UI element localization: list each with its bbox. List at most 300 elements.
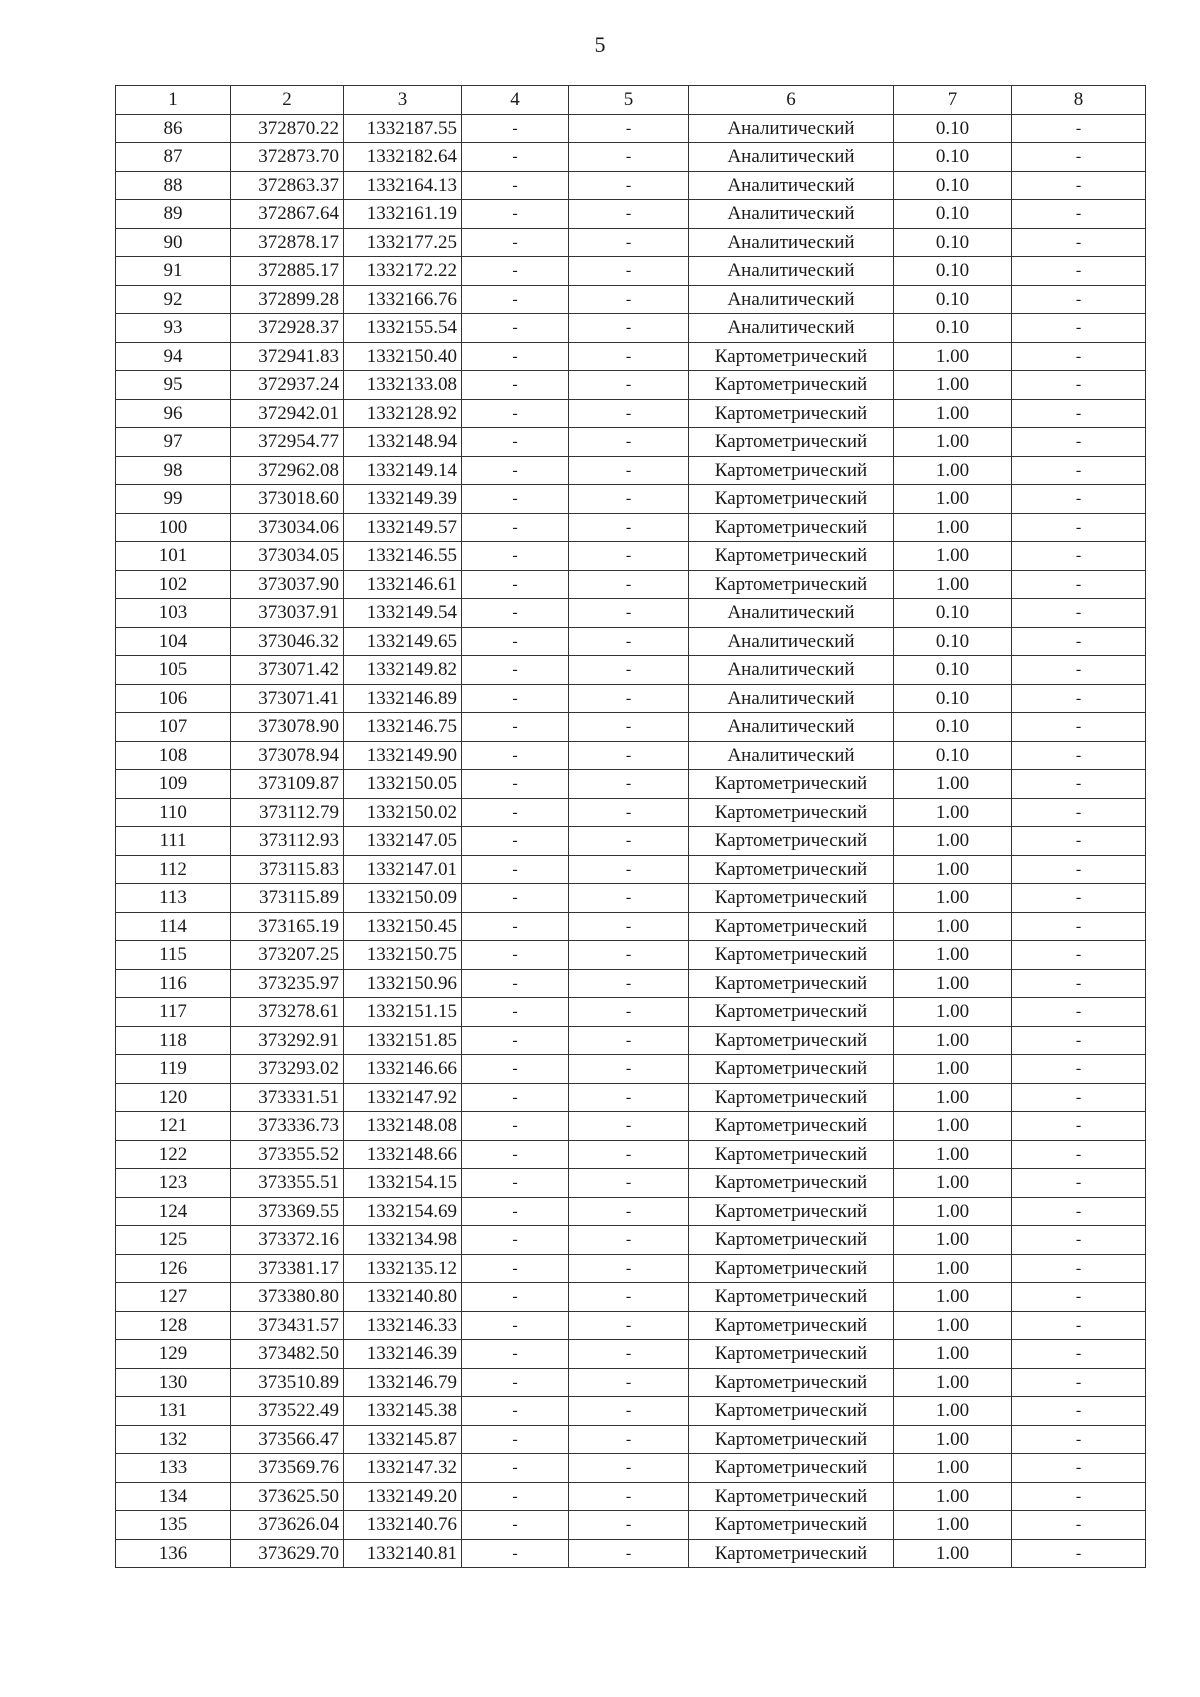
accuracy-cell: 1.00 bbox=[894, 855, 1012, 884]
table-row bbox=[116, 1169, 1146, 1198]
table-row bbox=[116, 912, 1146, 941]
x-coordinate-cell: 373626.04 bbox=[231, 1511, 344, 1540]
x-coordinate-cell: 373355.52 bbox=[231, 1140, 344, 1169]
table-row bbox=[116, 1425, 1146, 1454]
y-coordinate-cell: 1332150.96 bbox=[344, 969, 462, 998]
col5-value-cell: - bbox=[569, 513, 689, 542]
point-number-cell: 129 bbox=[116, 1340, 231, 1369]
accuracy-cell: 1.00 bbox=[894, 998, 1012, 1027]
accuracy-cell: 1.00 bbox=[894, 884, 1012, 913]
col4-value-cell: - bbox=[462, 228, 569, 257]
y-coordinate-cell: 1332146.55 bbox=[344, 542, 462, 571]
y-coordinate-cell: 1332155.54 bbox=[344, 314, 462, 343]
accuracy-cell: 1.00 bbox=[894, 342, 1012, 371]
col8-value-cell: - bbox=[1012, 941, 1146, 970]
x-coordinate-cell: 373369.55 bbox=[231, 1197, 344, 1226]
accuracy-cell: 1.00 bbox=[894, 1140, 1012, 1169]
table-body bbox=[116, 114, 1146, 1568]
table-row bbox=[116, 1083, 1146, 1112]
method-cell: Картометрический bbox=[689, 884, 894, 913]
column-header-4: 4 bbox=[462, 86, 569, 115]
col8-value-cell: - bbox=[1012, 114, 1146, 143]
table-row bbox=[116, 998, 1146, 1027]
accuracy-cell: 1.00 bbox=[894, 1539, 1012, 1568]
point-number-cell: 107 bbox=[116, 713, 231, 742]
accuracy-cell: 0.10 bbox=[894, 627, 1012, 656]
method-cell: Картометрический bbox=[689, 1283, 894, 1312]
accuracy-cell: 1.00 bbox=[894, 798, 1012, 827]
col8-value-cell: - bbox=[1012, 599, 1146, 628]
col8-value-cell: - bbox=[1012, 314, 1146, 343]
col8-value-cell: - bbox=[1012, 1397, 1146, 1426]
accuracy-cell: 1.00 bbox=[894, 513, 1012, 542]
table-row bbox=[116, 656, 1146, 685]
accuracy-cell: 0.10 bbox=[894, 599, 1012, 628]
col5-value-cell: - bbox=[569, 998, 689, 1027]
y-coordinate-cell: 1332150.45 bbox=[344, 912, 462, 941]
table-row bbox=[116, 713, 1146, 742]
col5-value-cell: - bbox=[569, 143, 689, 172]
point-number-cell: 122 bbox=[116, 1140, 231, 1169]
col8-value-cell: - bbox=[1012, 485, 1146, 514]
col4-value-cell: - bbox=[462, 1368, 569, 1397]
col8-value-cell: - bbox=[1012, 542, 1146, 571]
col4-value-cell: - bbox=[462, 998, 569, 1027]
col4-value-cell: - bbox=[462, 1283, 569, 1312]
method-cell: Аналитический bbox=[689, 684, 894, 713]
col8-value-cell: - bbox=[1012, 456, 1146, 485]
x-coordinate-cell: 373018.60 bbox=[231, 485, 344, 514]
col5-value-cell: - bbox=[569, 228, 689, 257]
table-row bbox=[116, 399, 1146, 428]
col5-value-cell: - bbox=[569, 399, 689, 428]
accuracy-cell: 1.00 bbox=[894, 399, 1012, 428]
table-row bbox=[116, 285, 1146, 314]
col5-value-cell: - bbox=[569, 1539, 689, 1568]
point-number-cell: 111 bbox=[116, 827, 231, 856]
col4-value-cell: - bbox=[462, 485, 569, 514]
table-row bbox=[116, 371, 1146, 400]
col4-value-cell: - bbox=[462, 513, 569, 542]
x-coordinate-cell: 373372.16 bbox=[231, 1226, 344, 1255]
x-coordinate-cell: 373078.90 bbox=[231, 713, 344, 742]
y-coordinate-cell: 1332149.20 bbox=[344, 1482, 462, 1511]
table-row bbox=[116, 1283, 1146, 1312]
method-cell: Картометрический bbox=[689, 912, 894, 941]
accuracy-cell: 0.10 bbox=[894, 143, 1012, 172]
col8-value-cell: - bbox=[1012, 371, 1146, 400]
method-cell: Аналитический bbox=[689, 713, 894, 742]
accuracy-cell: 1.00 bbox=[894, 1482, 1012, 1511]
y-coordinate-cell: 1332147.01 bbox=[344, 855, 462, 884]
col8-value-cell: - bbox=[1012, 200, 1146, 229]
col8-value-cell: - bbox=[1012, 770, 1146, 799]
method-cell: Картометрический bbox=[689, 1083, 894, 1112]
table-row bbox=[116, 1539, 1146, 1568]
x-coordinate-cell: 372928.37 bbox=[231, 314, 344, 343]
col4-value-cell: - bbox=[462, 114, 569, 143]
x-coordinate-cell: 373336.73 bbox=[231, 1112, 344, 1141]
accuracy-cell: 1.00 bbox=[894, 485, 1012, 514]
x-coordinate-cell: 373034.05 bbox=[231, 542, 344, 571]
col4-value-cell: - bbox=[462, 200, 569, 229]
coordinates-table bbox=[115, 85, 1146, 1568]
col5-value-cell: - bbox=[569, 1254, 689, 1283]
col5-value-cell: - bbox=[569, 171, 689, 200]
col4-value-cell: - bbox=[462, 713, 569, 742]
y-coordinate-cell: 1332182.64 bbox=[344, 143, 462, 172]
table-row bbox=[116, 855, 1146, 884]
method-cell: Картометрический bbox=[689, 1197, 894, 1226]
col4-value-cell: - bbox=[462, 314, 569, 343]
point-number-cell: 88 bbox=[116, 171, 231, 200]
table-row bbox=[116, 228, 1146, 257]
col4-value-cell: - bbox=[462, 1482, 569, 1511]
table-row bbox=[116, 1454, 1146, 1483]
col8-value-cell: - bbox=[1012, 1283, 1146, 1312]
point-number-cell: 92 bbox=[116, 285, 231, 314]
method-cell: Картометрический bbox=[689, 570, 894, 599]
x-coordinate-cell: 373034.06 bbox=[231, 513, 344, 542]
col4-value-cell: - bbox=[462, 257, 569, 286]
col8-value-cell: - bbox=[1012, 1169, 1146, 1198]
table-row bbox=[116, 1254, 1146, 1283]
point-number-cell: 86 bbox=[116, 114, 231, 143]
col5-value-cell: - bbox=[569, 684, 689, 713]
method-cell: Аналитический bbox=[689, 741, 894, 770]
point-number-cell: 102 bbox=[116, 570, 231, 599]
point-number-cell: 126 bbox=[116, 1254, 231, 1283]
col5-value-cell: - bbox=[569, 1083, 689, 1112]
y-coordinate-cell: 1332161.19 bbox=[344, 200, 462, 229]
table-row bbox=[116, 1311, 1146, 1340]
method-cell: Картометрический bbox=[689, 1340, 894, 1369]
y-coordinate-cell: 1332147.32 bbox=[344, 1454, 462, 1483]
x-coordinate-cell: 373431.57 bbox=[231, 1311, 344, 1340]
col8-value-cell: - bbox=[1012, 1539, 1146, 1568]
col5-value-cell: - bbox=[569, 912, 689, 941]
accuracy-cell: 1.00 bbox=[894, 1425, 1012, 1454]
table-row bbox=[116, 485, 1146, 514]
point-number-cell: 104 bbox=[116, 627, 231, 656]
method-cell: Картометрический bbox=[689, 1454, 894, 1483]
y-coordinate-cell: 1332154.15 bbox=[344, 1169, 462, 1198]
col4-value-cell: - bbox=[462, 1311, 569, 1340]
col4-value-cell: - bbox=[462, 1169, 569, 1198]
method-cell: Аналитический bbox=[689, 143, 894, 172]
accuracy-cell: 1.00 bbox=[894, 941, 1012, 970]
method-cell: Картометрический bbox=[689, 770, 894, 799]
col4-value-cell: - bbox=[462, 143, 569, 172]
col8-value-cell: - bbox=[1012, 969, 1146, 998]
accuracy-cell: 1.00 bbox=[894, 542, 1012, 571]
table-row bbox=[116, 1397, 1146, 1426]
col8-value-cell: - bbox=[1012, 1226, 1146, 1255]
accuracy-cell: 1.00 bbox=[894, 969, 1012, 998]
point-number-cell: 87 bbox=[116, 143, 231, 172]
y-coordinate-cell: 1332128.92 bbox=[344, 399, 462, 428]
col5-value-cell: - bbox=[569, 1169, 689, 1198]
table-row bbox=[116, 798, 1146, 827]
point-number-cell: 121 bbox=[116, 1112, 231, 1141]
y-coordinate-cell: 1332146.89 bbox=[344, 684, 462, 713]
x-coordinate-cell: 373629.70 bbox=[231, 1539, 344, 1568]
col4-value-cell: - bbox=[462, 428, 569, 457]
col8-value-cell: - bbox=[1012, 399, 1146, 428]
x-coordinate-cell: 372873.70 bbox=[231, 143, 344, 172]
y-coordinate-cell: 1332172.22 bbox=[344, 257, 462, 286]
col4-value-cell: - bbox=[462, 599, 569, 628]
x-coordinate-cell: 373235.97 bbox=[231, 969, 344, 998]
y-coordinate-cell: 1332187.55 bbox=[344, 114, 462, 143]
column-header-6: 6 bbox=[689, 86, 894, 115]
col4-value-cell: - bbox=[462, 285, 569, 314]
col4-value-cell: - bbox=[462, 855, 569, 884]
y-coordinate-cell: 1332149.65 bbox=[344, 627, 462, 656]
point-number-cell: 110 bbox=[116, 798, 231, 827]
table-row bbox=[116, 143, 1146, 172]
method-cell: Картометрический bbox=[689, 1368, 894, 1397]
accuracy-cell: 1.00 bbox=[894, 770, 1012, 799]
table-row bbox=[116, 1112, 1146, 1141]
col5-value-cell: - bbox=[569, 1311, 689, 1340]
method-cell: Картометрический bbox=[689, 399, 894, 428]
col8-value-cell: - bbox=[1012, 428, 1146, 457]
y-coordinate-cell: 1332145.87 bbox=[344, 1425, 462, 1454]
x-coordinate-cell: 373109.87 bbox=[231, 770, 344, 799]
method-cell: Картометрический bbox=[689, 941, 894, 970]
page-number: 5 bbox=[594, 32, 606, 57]
col8-value-cell: - bbox=[1012, 171, 1146, 200]
accuracy-cell: 1.00 bbox=[894, 1397, 1012, 1426]
point-number-cell: 96 bbox=[116, 399, 231, 428]
col4-value-cell: - bbox=[462, 798, 569, 827]
method-cell: Картометрический bbox=[689, 1026, 894, 1055]
accuracy-cell: 0.10 bbox=[894, 257, 1012, 286]
x-coordinate-cell: 373293.02 bbox=[231, 1055, 344, 1084]
x-coordinate-cell: 373510.89 bbox=[231, 1368, 344, 1397]
table-row bbox=[116, 1226, 1146, 1255]
col4-value-cell: - bbox=[462, 1539, 569, 1568]
y-coordinate-cell: 1332166.76 bbox=[344, 285, 462, 314]
col4-value-cell: - bbox=[462, 1397, 569, 1426]
accuracy-cell: 0.10 bbox=[894, 314, 1012, 343]
col4-value-cell: - bbox=[462, 456, 569, 485]
col4-value-cell: - bbox=[462, 656, 569, 685]
point-number-cell: 124 bbox=[116, 1197, 231, 1226]
col4-value-cell: - bbox=[462, 171, 569, 200]
table-row bbox=[116, 1055, 1146, 1084]
y-coordinate-cell: 1332149.82 bbox=[344, 656, 462, 685]
col8-value-cell: - bbox=[1012, 1140, 1146, 1169]
table-row bbox=[116, 684, 1146, 713]
method-cell: Картометрический bbox=[689, 1397, 894, 1426]
col4-value-cell: - bbox=[462, 1226, 569, 1255]
table-row bbox=[116, 969, 1146, 998]
accuracy-cell: 1.00 bbox=[894, 1340, 1012, 1369]
col8-value-cell: - bbox=[1012, 228, 1146, 257]
table-row bbox=[116, 314, 1146, 343]
y-coordinate-cell: 1332148.94 bbox=[344, 428, 462, 457]
method-cell: Картометрический bbox=[689, 1311, 894, 1340]
col8-value-cell: - bbox=[1012, 1482, 1146, 1511]
col4-value-cell: - bbox=[462, 399, 569, 428]
x-coordinate-cell: 372942.01 bbox=[231, 399, 344, 428]
y-coordinate-cell: 1332150.02 bbox=[344, 798, 462, 827]
point-number-cell: 120 bbox=[116, 1083, 231, 1112]
point-number-cell: 109 bbox=[116, 770, 231, 799]
col8-value-cell: - bbox=[1012, 798, 1146, 827]
table-row bbox=[116, 941, 1146, 970]
point-number-cell: 134 bbox=[116, 1482, 231, 1511]
accuracy-cell: 1.00 bbox=[894, 428, 1012, 457]
x-coordinate-cell: 373112.79 bbox=[231, 798, 344, 827]
column-header-3: 3 bbox=[344, 86, 462, 115]
col8-value-cell: - bbox=[1012, 684, 1146, 713]
y-coordinate-cell: 1332149.54 bbox=[344, 599, 462, 628]
x-coordinate-cell: 373380.80 bbox=[231, 1283, 344, 1312]
point-number-cell: 132 bbox=[116, 1425, 231, 1454]
point-number-cell: 99 bbox=[116, 485, 231, 514]
col5-value-cell: - bbox=[569, 1454, 689, 1483]
col4-value-cell: - bbox=[462, 1454, 569, 1483]
col5-value-cell: - bbox=[569, 114, 689, 143]
col4-value-cell: - bbox=[462, 827, 569, 856]
col4-value-cell: - bbox=[462, 1112, 569, 1141]
table-row bbox=[116, 171, 1146, 200]
x-coordinate-cell: 372899.28 bbox=[231, 285, 344, 314]
col8-value-cell: - bbox=[1012, 1340, 1146, 1369]
col8-value-cell: - bbox=[1012, 1026, 1146, 1055]
accuracy-cell: 1.00 bbox=[894, 1055, 1012, 1084]
method-cell: Аналитический bbox=[689, 599, 894, 628]
accuracy-cell: 0.10 bbox=[894, 171, 1012, 200]
x-coordinate-cell: 373037.91 bbox=[231, 599, 344, 628]
column-header-7: 7 bbox=[894, 86, 1012, 115]
method-cell: Картометрический bbox=[689, 855, 894, 884]
point-number-cell: 133 bbox=[116, 1454, 231, 1483]
table-row bbox=[116, 1368, 1146, 1397]
table-row bbox=[116, 627, 1146, 656]
col8-value-cell: - bbox=[1012, 998, 1146, 1027]
method-cell: Картометрический bbox=[689, 1425, 894, 1454]
point-number-cell: 93 bbox=[116, 314, 231, 343]
x-coordinate-cell: 373071.42 bbox=[231, 656, 344, 685]
col5-value-cell: - bbox=[569, 342, 689, 371]
y-coordinate-cell: 1332150.40 bbox=[344, 342, 462, 371]
x-coordinate-cell: 372954.77 bbox=[231, 428, 344, 457]
x-coordinate-cell: 373115.83 bbox=[231, 855, 344, 884]
x-coordinate-cell: 373292.91 bbox=[231, 1026, 344, 1055]
method-cell: Картометрический bbox=[689, 1511, 894, 1540]
point-number-cell: 91 bbox=[116, 257, 231, 286]
accuracy-cell: 1.00 bbox=[894, 827, 1012, 856]
method-cell: Аналитический bbox=[689, 228, 894, 257]
x-coordinate-cell: 373112.93 bbox=[231, 827, 344, 856]
accuracy-cell: 1.00 bbox=[894, 1283, 1012, 1312]
col4-value-cell: - bbox=[462, 770, 569, 799]
y-coordinate-cell: 1332135.12 bbox=[344, 1254, 462, 1283]
col5-value-cell: - bbox=[569, 941, 689, 970]
accuracy-cell: 0.10 bbox=[894, 741, 1012, 770]
col8-value-cell: - bbox=[1012, 1055, 1146, 1084]
table-row bbox=[116, 542, 1146, 571]
point-number-cell: 125 bbox=[116, 1226, 231, 1255]
y-coordinate-cell: 1332149.14 bbox=[344, 456, 462, 485]
method-cell: Картометрический bbox=[689, 542, 894, 571]
x-coordinate-cell: 372962.08 bbox=[231, 456, 344, 485]
point-number-cell: 108 bbox=[116, 741, 231, 770]
col8-value-cell: - bbox=[1012, 656, 1146, 685]
method-cell: Картометрический bbox=[689, 1055, 894, 1084]
accuracy-cell: 0.10 bbox=[894, 285, 1012, 314]
col4-value-cell: - bbox=[462, 884, 569, 913]
method-cell: Аналитический bbox=[689, 627, 894, 656]
col4-value-cell: - bbox=[462, 941, 569, 970]
column-header-2: 2 bbox=[231, 86, 344, 115]
col4-value-cell: - bbox=[462, 1254, 569, 1283]
accuracy-cell: 1.00 bbox=[894, 1169, 1012, 1198]
method-cell: Картометрический bbox=[689, 1539, 894, 1568]
col5-value-cell: - bbox=[569, 485, 689, 514]
method-cell: Картометрический bbox=[689, 513, 894, 542]
col4-value-cell: - bbox=[462, 627, 569, 656]
method-cell: Аналитический bbox=[689, 314, 894, 343]
y-coordinate-cell: 1332146.75 bbox=[344, 713, 462, 742]
table-row bbox=[116, 456, 1146, 485]
col4-value-cell: - bbox=[462, 1055, 569, 1084]
point-number-cell: 89 bbox=[116, 200, 231, 229]
point-number-cell: 90 bbox=[116, 228, 231, 257]
col8-value-cell: - bbox=[1012, 1254, 1146, 1283]
col5-value-cell: - bbox=[569, 542, 689, 571]
method-cell: Картометрический bbox=[689, 342, 894, 371]
table-row bbox=[116, 342, 1146, 371]
table-row bbox=[116, 200, 1146, 229]
method-cell: Картометрический bbox=[689, 969, 894, 998]
x-coordinate-cell: 373331.51 bbox=[231, 1083, 344, 1112]
col8-value-cell: - bbox=[1012, 1112, 1146, 1141]
accuracy-cell: 1.00 bbox=[894, 1454, 1012, 1483]
col4-value-cell: - bbox=[462, 371, 569, 400]
point-number-cell: 123 bbox=[116, 1169, 231, 1198]
col4-value-cell: - bbox=[462, 1140, 569, 1169]
col5-value-cell: - bbox=[569, 1055, 689, 1084]
accuracy-cell: 1.00 bbox=[894, 912, 1012, 941]
col5-value-cell: - bbox=[569, 741, 689, 770]
point-number-cell: 105 bbox=[116, 656, 231, 685]
col8-value-cell: - bbox=[1012, 143, 1146, 172]
y-coordinate-cell: 1332134.98 bbox=[344, 1226, 462, 1255]
x-coordinate-cell: 373625.50 bbox=[231, 1482, 344, 1511]
point-number-cell: 135 bbox=[116, 1511, 231, 1540]
accuracy-cell: 0.10 bbox=[894, 228, 1012, 257]
col5-value-cell: - bbox=[569, 570, 689, 599]
accuracy-cell: 1.00 bbox=[894, 1368, 1012, 1397]
col5-value-cell: - bbox=[569, 770, 689, 799]
col5-value-cell: - bbox=[569, 1226, 689, 1255]
table-row bbox=[116, 884, 1146, 913]
method-cell: Картометрический bbox=[689, 371, 894, 400]
col5-value-cell: - bbox=[569, 371, 689, 400]
y-coordinate-cell: 1332147.05 bbox=[344, 827, 462, 856]
point-number-cell: 100 bbox=[116, 513, 231, 542]
col4-value-cell: - bbox=[462, 570, 569, 599]
column-header-5: 5 bbox=[569, 86, 689, 115]
point-number-cell: 94 bbox=[116, 342, 231, 371]
col5-value-cell: - bbox=[569, 884, 689, 913]
col5-value-cell: - bbox=[569, 1425, 689, 1454]
